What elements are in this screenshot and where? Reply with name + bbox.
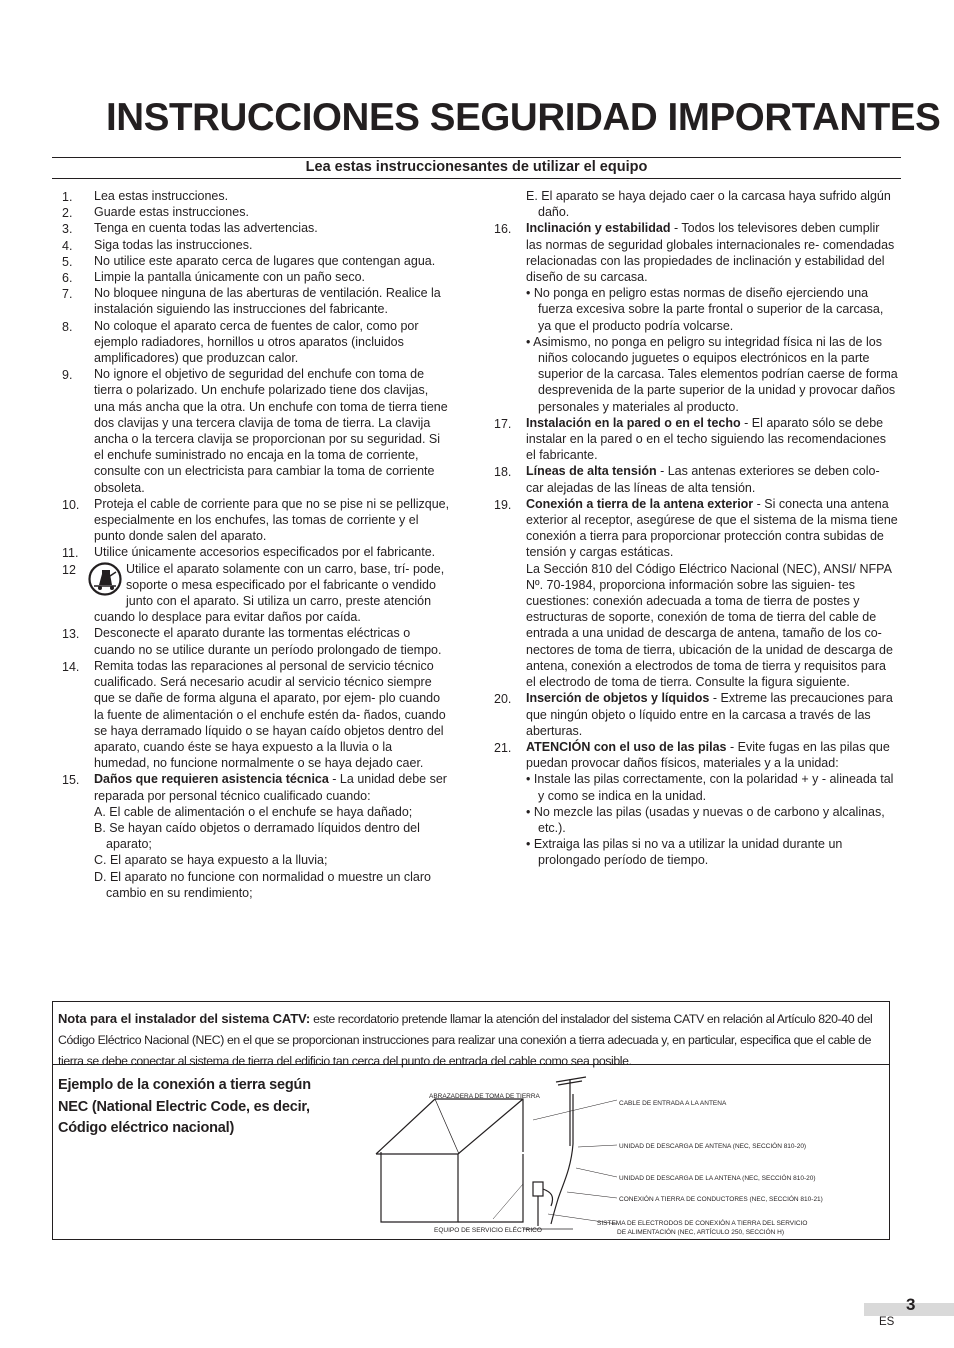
instruction-item-6: 6. Limpie la pantalla únicamente con un paño seco.: [62, 270, 366, 286]
catv-note-text: este recordatorio pretende llamar la atención del instalador del sistema CATV en relación al Artículo 820-40 del Código Eléctrico Nacional (NEC) en el que se proporcionan instrucciones para realizar una conexión a tierra adecuada y, en particular, especifica que el cable de tierra se debe conectar al sistema de tierra del edificio tan cerca del punto de entrada del cable como sea posible.: [58, 1012, 873, 1068]
label-discharge-unit-2: UNIDAD DE DESCARGA DE LA ANTENA (NEC, SECCIÓN 810-20): [619, 1175, 816, 1182]
condition-a: A. El cable de alimentación o el enchufe se haya dañado;: [94, 804, 413, 819]
catv-installer-box: [52, 1001, 890, 1240]
instruction-item-3: 3. Tenga en cuenta todas las advertencias.: [62, 221, 318, 237]
instruction-item-9: 9. No ignore el objetivo de seguridad del enchufe con toma de tierra o polarizado. Un enchufe polarizado tiene dos clavijas, una más ancha que la otra. Un enchufe con toma de tierra tiene dos clavijas y una tercera clavija de toma de tierra. La clavija ancha o la tercera clavija se proporcionan por su seguridad. Si el enchufe suministrado no encaja en la toma de corriente, consulte con un electricista para cambiar la toma de corriente obsoleta.: [62, 367, 448, 495]
grounding-diagram: [373, 1074, 873, 1238]
catv-note-title: Nota para el instalador del sistema CATV:: [58, 1011, 311, 1026]
label-electrode-system-1: SISTEMA DE ELECTRODOS DE CONEXIÓN A TIERRA DEL SERVICIO: [597, 1220, 808, 1227]
page-subtitle: Lea estas instruccionesantes de utilizar el equipo: [52, 157, 901, 179]
instruction-item-1: 1. Lea estas instrucciones.: [62, 189, 229, 204]
condition-d: D. El aparato no funcione con normalidad o muestre un claro cambio en su rendimiento;: [94, 869, 431, 900]
label-electrode-system-2: DE ALIMENTACIÓN (NEC, ARTÍCULO 250, SECCIÓN H): [617, 1229, 784, 1236]
instruction-item-16: 16. Inclinación y estabilidad - Todos los televisores deben cumplir las normas de seguridad globales internacionales re- comendadas relacionadas con las propiedades de inclinación y estabilidad del diseño de su carcasa. • No ponga en peligro estas normas de diseño ejerciendo una fuerza excesiva sobre la parte frontal o superior de la carcasa, ya que el producto podría volcarse. • Asimismo, no ponga en peligro su integridad física ni las de los niños colocando juguetes o equipos electrónicos en la parte superior de la carcasa. Tales elementos podrían caerse de forma desprevenida de la parte superior de la unidad y provocar daños personales y materiales al producto.: [494, 221, 898, 414]
label-discharge-unit-1: UNIDAD DE DESCARGA DE ANTENA (NEC, SECCIÓN 810-20): [619, 1143, 807, 1150]
label-grounding-conductors: CONEXIÓN A TIERRA DE CONDUCTORES (NEC, SECCIÓN 810-21): [619, 1196, 823, 1203]
instruction-item-20: 20. Inserción de objetos y líquidos - Extreme las precauciones para que ningún objeto o líquido entre en la carcasa a través de las aberturas.: [494, 691, 893, 738]
page-number: 3: [906, 1295, 916, 1314]
label-grounding-clamp: ABRAZADERA DE TOMA DE TIERRA: [429, 1093, 540, 1100]
instruction-item-15-continued: [494, 188, 898, 220]
page-title: INSTRUCCIONES SEGURIDAD IMPORTANTES: [106, 96, 941, 139]
label-service-equipment: EQUIPO DE SERVICIO ELÉCTRICO: [434, 1227, 542, 1234]
catv-note: [58, 1008, 886, 1072]
cart-warning-icon: [88, 562, 122, 596]
instruction-item-5: 5. No utilice este aparato cerca de lugares que contengan agua.: [62, 253, 436, 269]
instruction-item-11: 11. Utilice únicamente accesorios especificados por el fabricante.: [62, 545, 436, 561]
instruction-item-7: 7. No bloquee ninguna de las aberturas de ventilación. Realice la instalación siguiendo las instrucciones del fabricante.: [62, 286, 441, 317]
instructions-column-right: [494, 188, 898, 869]
condition-c: C. El aparato se haya expuesto a la lluvia;: [94, 853, 328, 868]
instruction-item-15: 15. Daños que requieren asistencia técnica - La unidad debe ser reparada por personal técnico cualificado cuando: A. El cable de alimentación o el enchufe se haya dañado; B. Se hayan caído objetos o derramado líquidos dentro del aparato; C. El aparato se haya expuesto a la lluvia; D. El aparato no funcione con normalidad o muestre un claro cambio en su rendimiento;: [62, 771, 450, 901]
instruction-item-2: 2. Guarde estas instrucciones.: [62, 205, 249, 221]
instruction-item-8: 8. No coloque el aparato cerca de fuentes de calor, como por ejemplo radiadores, hornillos u otros aparatos (incluidos amplificadores) que produzcan calor.: [62, 318, 419, 366]
condition-b: B. Se hayan caído objetos o derramado líquidos dentro del aparato;: [94, 820, 420, 852]
instruction-item-19: 19. Conexión a tierra de la antena exterior - Si conecta una antena exterior al receptor, asegúrese de que el sistema de la misma tiene conexión a tierra para proporcionar protección contra subidas de tensión y cargas estáticas. La Sección 810 del Código Eléctrico Nacional (NEC), ANSI/ NFPA Nº. 70-1984, proporciona información sobre las siguien- tes cuestiones: conexión adecuada a toma de tierra de postes y estructuras de soporte, conexión de toma de tierra del cable de entrada a una unidad de descarga de antena, tamaño de los co- nectores de toma de tierra, ubicación de la unidad de descarga de antena, conexión a electrodos de toma de tierra y requisitos para el electrodo de toma de tierra. Consulte la figura siguiente.: [494, 496, 898, 690]
instruction-item-12: 12 Utilice el aparato solamente con un carro, base, trí- pode, soporte o mesa especificado por el fabricante o vendido junto con el aparato. Si utiliza un carro, preste atención cuando lo desplace para evitar daños por caída.: [62, 561, 445, 625]
instruction-item-17: 17. Instalación en la pared o en el techo - El aparato sólo se debe instalar en la pared o en el techo siguiendo las recomendaciones el fabricante.: [494, 415, 886, 463]
instruction-item-18: 18. Líneas de alta tensión - Las antenas exteriores se deben colo- car alejadas de las líneas de alta tensión.: [494, 464, 880, 495]
instruction-item-13: 13. Desconecte el aparato durante las tormentas eléctricas o cuando no se utilice durante un período prolongado de tiempo.: [62, 626, 442, 657]
language-code: ES: [879, 1316, 895, 1328]
instruction-item-10: 10. Proteja el cable de corriente para que no se pise ni se pellizque, especialmente en los enchufes, las tomas de corriente y el punto donde salen del aparato.: [62, 496, 450, 544]
instructions-column-left: [62, 188, 450, 901]
catv-divider: [53, 1064, 889, 1065]
condition-e: E. El aparato se haya dejado caer o la carcasa haya sufrido algún daño.: [526, 189, 891, 220]
grounding-example-title: Ejemplo de la conexión a tierra según NEC (National Electric Code, es decir, Código eléctrico nacional): [58, 1077, 311, 1136]
instruction-item-4: 4. Siga todas las instrucciones.: [62, 237, 253, 253]
instruction-item-21: 21. ATENCIÓN con el uso de las pilas - Evite fugas en las pilas que puedan provocar daños físicos, materiales y a la unidad: • Instale las pilas correctamente, con la polaridad + y - alineada tal y como se indica en la unidad. • No mezcle las pilas (usadas y nuevas o de carbono y alcalinas, etc.). • Extraiga las pilas si no va a utilizar la unidad durante un prolongado período de tiempo.: [494, 739, 894, 868]
instruction-item-14: 14. Remita todas las reparaciones al personal de servicio técnico cualificado. Será necesario acudir al servicio técnico siempre que se dañe de forma alguna el aparato, por ejem- plo cuando la fuente de alimentación o el enchufe estén da- ñados, cuando se haya derramado líquido o se hayan caído objetos dentro del aparato, cuando éste se haya expuesto a la lluvia o la humedad, no funcione normalmente o se haya dejado caer.: [62, 658, 446, 771]
label-antenna-lead-in: CABLE DE ENTRADA A LA ANTENA: [619, 1100, 727, 1107]
